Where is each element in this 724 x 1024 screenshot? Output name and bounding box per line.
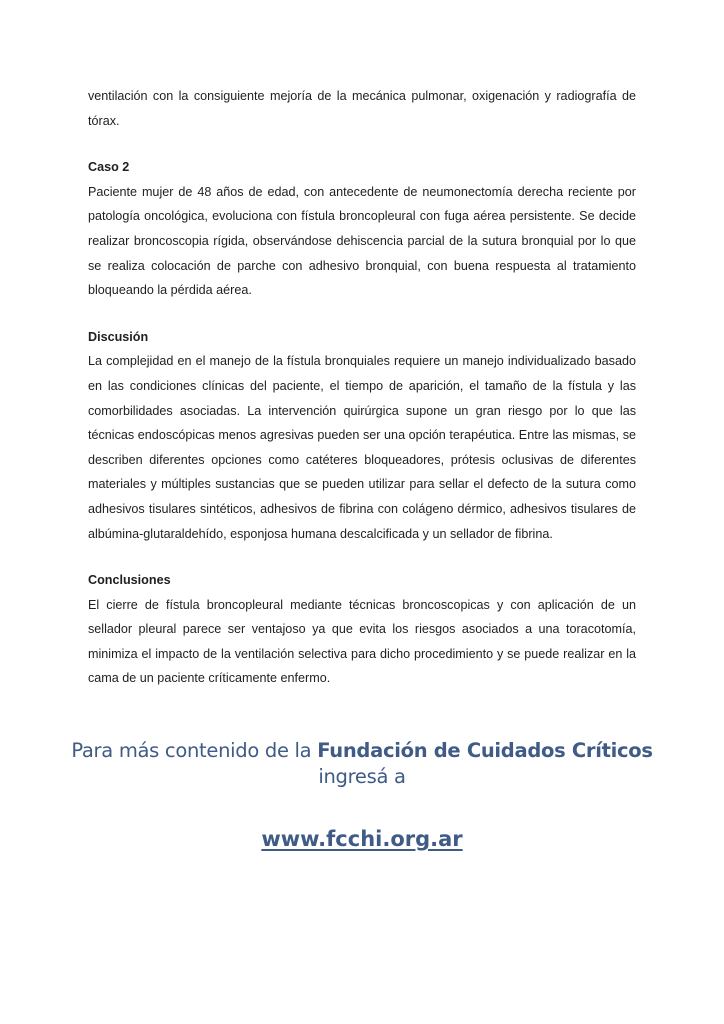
intro-paragraph: ventilación con la consiguiente mejoría de la mecánica pulmonar, oxigenación y radiografía de tórax. <box>88 89 636 128</box>
promo-prefix: Para más contenido de la <box>71 739 318 762</box>
website-link-container <box>0 824 724 854</box>
promo-banner <box>40 738 684 790</box>
promo-line-1 <box>40 738 684 764</box>
section-paragraph: El cierre de fístula broncopleural mediante técnicas broncoscopicas y con aplicación de un sellador pleural parece ser ventajoso ya que evita los riesgos asociados a una toracotomía, minimiza el impacto de la ventilación selectiva para dicho procedimiento y se puede realizar en la cama de un paciente críticamente enfermo. <box>88 597 636 686</box>
section-heading: Caso 2 <box>88 160 130 175</box>
document-body <box>88 84 636 691</box>
section-conclusiones <box>88 568 636 691</box>
promo-suffix: ingresá a <box>318 765 406 788</box>
section-heading: Conclusiones <box>88 573 171 588</box>
website-link[interactable]: www.fcchi.org.ar <box>261 827 463 851</box>
section-caso-2 <box>88 155 636 303</box>
section-paragraph: Paciente mujer de 48 años de edad, con antecedente de neumonectomía derecha reciente por patología oncológica, evoluciona con fístula broncopleural con fuga aérea persistente. Se decide realizar broncoscopia rígida, observándose dehiscencia parcial de la sutura bronquial por lo que se realiza colocación de parche con adhesivo bronquial, con buena respuesta al tratamiento bloqueando la pérdida aérea. <box>88 184 636 298</box>
promo-brand: Fundación de Cuidados Críticos <box>317 739 653 762</box>
section-heading: Discusión <box>88 329 149 344</box>
section-discusion <box>88 325 636 546</box>
section-paragraph: La complejidad en el manejo de la fístula bronquiales requiere un manejo individualizado basado en las condiciones clínicas del paciente, el tiempo de aparición, el tamaño de la fístula y las comorbilidades asociadas. La intervención quirúrgica supone un gran riesgo por lo que las técnicas endoscópicas menos agresivas pueden ser una opción terapéutica. Entre las mismas, se describen diferentes opciones como catéteres bloqueadores, prótesis oclusivas de diferentes materiales y múltiples sustancias que se pueden utilizar para sellar el defecto de la sutura como adhesivos tisulares sintéticos, adhesivos de fibrina con colágeno dérmico, adhesivos tisulares de albúmina-glutaraldehído, esponjosa humana descalcificada y un sellador de fibrina. <box>88 354 636 541</box>
